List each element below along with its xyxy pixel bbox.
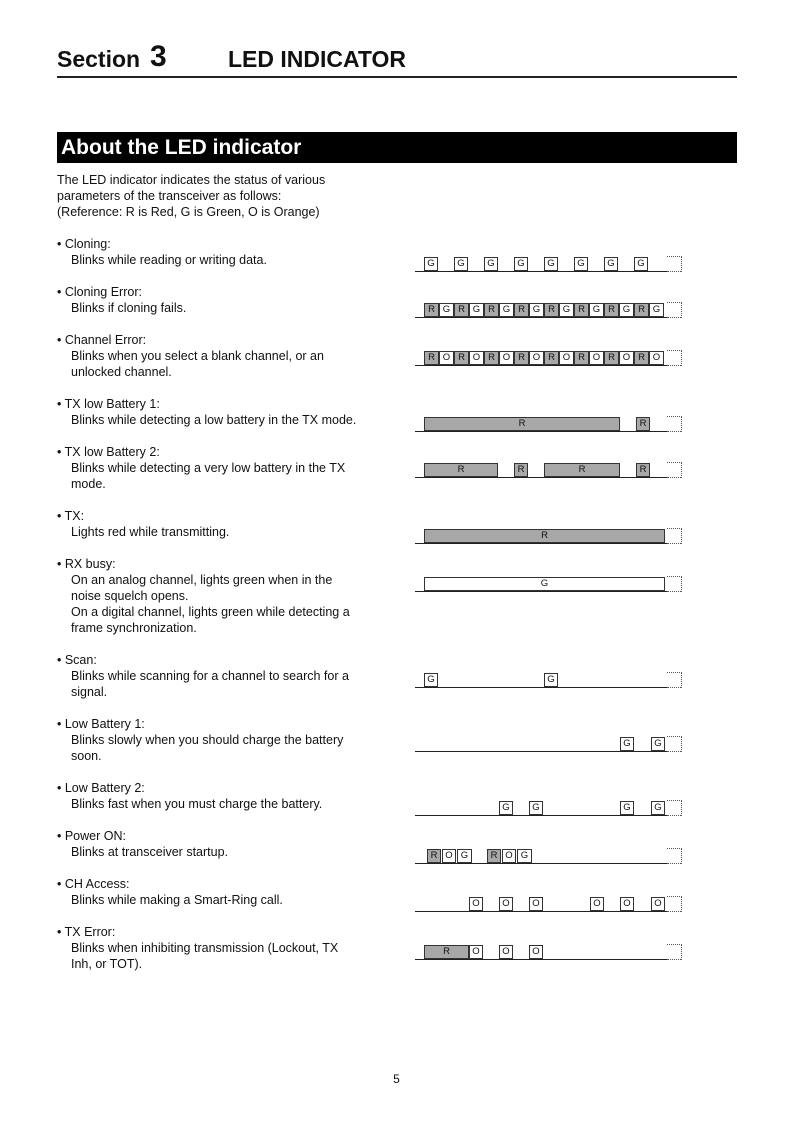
status-label: • TX low Battery 1: <box>57 397 160 411</box>
led-segment-orange: O <box>651 897 665 911</box>
led-segment-orange: O <box>469 897 483 911</box>
section-title: LED INDICATOR <box>228 46 407 72</box>
status-description: soon. <box>71 749 102 763</box>
led-pattern <box>415 462 681 480</box>
led-segment-orange: O <box>529 897 543 911</box>
status-description: Blinks if cloning fails. <box>71 301 187 315</box>
led-segment-green: G <box>559 303 574 317</box>
led-segment-red: R <box>424 529 665 543</box>
led-segment-red: R <box>604 303 619 317</box>
led-pattern <box>415 848 681 866</box>
led-segment-red: R <box>544 351 559 365</box>
led-segment-red: R <box>544 303 559 317</box>
status-description: Blinks while detecting a very low battery in the TX <box>71 461 346 475</box>
status-description: Blinks fast when you must charge the battery. <box>71 797 323 811</box>
led-segment-red: R <box>574 303 589 317</box>
led-pattern <box>415 896 681 914</box>
led-pattern <box>415 528 681 546</box>
status-label: • Cloning: <box>57 237 111 251</box>
led-segment-orange: O <box>620 897 634 911</box>
intro-line: The LED indicator indicates the status of various <box>57 173 326 187</box>
status-description: On a digital channel, lights green while detecting a <box>71 605 350 619</box>
led-segment-orange: O <box>499 897 513 911</box>
status-description: Blinks when inhibiting transmission (Lockout, TX <box>71 941 339 955</box>
led-segment-red: R <box>424 303 439 317</box>
led-segment-red: R <box>604 351 619 365</box>
led-status-item <box>57 444 345 492</box>
status-description: Lights red while transmitting. <box>71 525 230 539</box>
status-label: • TX: <box>57 509 85 523</box>
led-segment-orange: O <box>590 897 604 911</box>
led-segment-orange: O <box>469 945 483 959</box>
led-segment-orange: O <box>442 849 456 863</box>
led-status-item <box>57 236 267 268</box>
led-segment-red: R <box>574 351 589 365</box>
led-segment-green: G <box>604 257 618 271</box>
status-label: • Power ON: <box>57 829 126 843</box>
page-number: 5 <box>393 1072 400 1086</box>
status-description: unlocked channel. <box>71 365 172 379</box>
led-pattern <box>415 672 681 690</box>
led-segment-orange: O <box>559 351 574 365</box>
status-description: Blinks while scanning for a channel to search for a <box>71 669 349 683</box>
status-description: Blinks while making a Smart-Ring call. <box>71 893 283 907</box>
status-description: Blinks while detecting a low battery in the TX mode. <box>71 413 357 427</box>
led-segment-green: G <box>649 303 664 317</box>
led-segment-green: G <box>574 257 588 271</box>
led-segment-green: G <box>529 801 543 815</box>
led-segment-green: G <box>651 801 665 815</box>
led-segment-red: R <box>636 463 650 477</box>
led-segment-green: G <box>499 303 514 317</box>
led-pattern <box>415 800 681 818</box>
status-description: Inh, or TOT). <box>71 957 143 971</box>
led-status-item <box>57 924 338 972</box>
led-status-item <box>57 652 349 700</box>
led-segment-green: G <box>589 303 604 317</box>
status-label: • Low Battery 1: <box>57 717 145 731</box>
led-status-item <box>57 716 343 764</box>
led-segment-green: G <box>529 303 544 317</box>
led-segment-orange: O <box>529 351 544 365</box>
status-label: • CH Access: <box>57 877 130 891</box>
status-description: Blinks at transceiver startup. <box>71 845 229 859</box>
led-segment-green: G <box>484 257 498 271</box>
status-label: • Scan: <box>57 653 97 667</box>
section-word: Section <box>57 46 141 72</box>
led-segment-orange: O <box>439 351 454 365</box>
led-status-item <box>57 332 324 380</box>
led-segment-green: G <box>620 801 634 815</box>
led-pattern <box>415 736 681 754</box>
led-segment-red: R <box>487 849 501 863</box>
intro-line: parameters of the transceiver as follows: <box>57 189 282 203</box>
led-segment-green: G <box>619 303 634 317</box>
led-segment-red: R <box>514 351 529 365</box>
status-label: • Cloning Error: <box>57 285 142 299</box>
led-segment-green: G <box>454 257 468 271</box>
led-segment-orange: O <box>649 351 664 365</box>
led-segment-orange: O <box>589 351 604 365</box>
led-status-item <box>57 556 350 636</box>
led-status-item <box>57 284 186 316</box>
led-segment-red: R <box>424 945 469 959</box>
led-segment-red: R <box>514 303 529 317</box>
led-segment-green: G <box>620 737 634 751</box>
led-segment-green: G <box>514 257 528 271</box>
status-description: noise squelch opens. <box>71 589 189 603</box>
led-segment-red: R <box>634 351 649 365</box>
led-segment-red: R <box>424 417 620 431</box>
led-status-item <box>57 508 229 540</box>
led-segment-red: R <box>634 303 649 317</box>
led-segment-orange: O <box>619 351 634 365</box>
led-segment-orange: O <box>502 849 516 863</box>
led-pattern <box>415 256 681 274</box>
section-number: 3 <box>150 40 167 73</box>
led-segment-green: G <box>499 801 513 815</box>
led-segment-red: R <box>484 303 499 317</box>
led-pattern <box>415 576 681 594</box>
led-segment-green: G <box>469 303 484 317</box>
led-status-item <box>57 780 322 812</box>
status-description: Blinks when you select a blank channel, or an <box>71 349 324 363</box>
status-description: Blinks slowly when you should charge the battery <box>71 733 344 747</box>
status-description: mode. <box>71 477 106 491</box>
led-status-item <box>57 396 356 428</box>
led-segment-red: R <box>424 463 498 477</box>
status-description: frame synchronization. <box>71 621 197 635</box>
status-description: signal. <box>71 685 108 699</box>
led-segment-green: G <box>457 849 472 863</box>
led-segment-red: R <box>484 351 499 365</box>
led-segment-green: G <box>651 737 665 751</box>
intro-line: (Reference: R is Red, G is Green, O is Orange) <box>57 205 320 219</box>
led-segment-red: R <box>636 417 650 431</box>
led-segment-red: R <box>514 463 528 477</box>
led-status-item <box>57 828 228 860</box>
led-segment-red: R <box>544 463 620 477</box>
led-segment-red: R <box>427 849 441 863</box>
led-pattern <box>415 350 681 368</box>
led-status-item <box>57 876 283 908</box>
led-segment-orange: O <box>469 351 484 365</box>
led-segment-green: G <box>544 257 558 271</box>
led-segment-green: G <box>634 257 648 271</box>
led-segment-red: R <box>454 303 469 317</box>
led-segment-green: G <box>424 577 665 591</box>
status-description: Blinks while reading or writing data. <box>71 253 267 267</box>
led-segment-red: R <box>454 351 469 365</box>
led-segment-orange: O <box>499 351 514 365</box>
status-label: • Low Battery 2: <box>57 781 145 795</box>
status-label: • RX busy: <box>57 557 116 571</box>
led-segment-red: R <box>424 351 439 365</box>
led-segment-green: G <box>517 849 532 863</box>
led-pattern <box>415 416 681 434</box>
led-pattern <box>415 944 681 962</box>
intro-text <box>57 172 387 220</box>
led-segment-green: G <box>439 303 454 317</box>
led-segment-green: G <box>424 257 438 271</box>
status-label: • Channel Error: <box>57 333 147 347</box>
led-segment-green: G <box>424 673 438 687</box>
led-segment-orange: O <box>499 945 513 959</box>
status-description: On an analog channel, lights green when in the <box>71 573 333 587</box>
status-label: • TX Error: <box>57 925 116 939</box>
led-segment-orange: O <box>529 945 543 959</box>
section-header <box>57 40 737 78</box>
status-label: • TX low Battery 2: <box>57 445 160 459</box>
banner-title: About the LED indicator <box>57 132 737 163</box>
led-pattern <box>415 302 681 320</box>
led-segment-green: G <box>544 673 558 687</box>
